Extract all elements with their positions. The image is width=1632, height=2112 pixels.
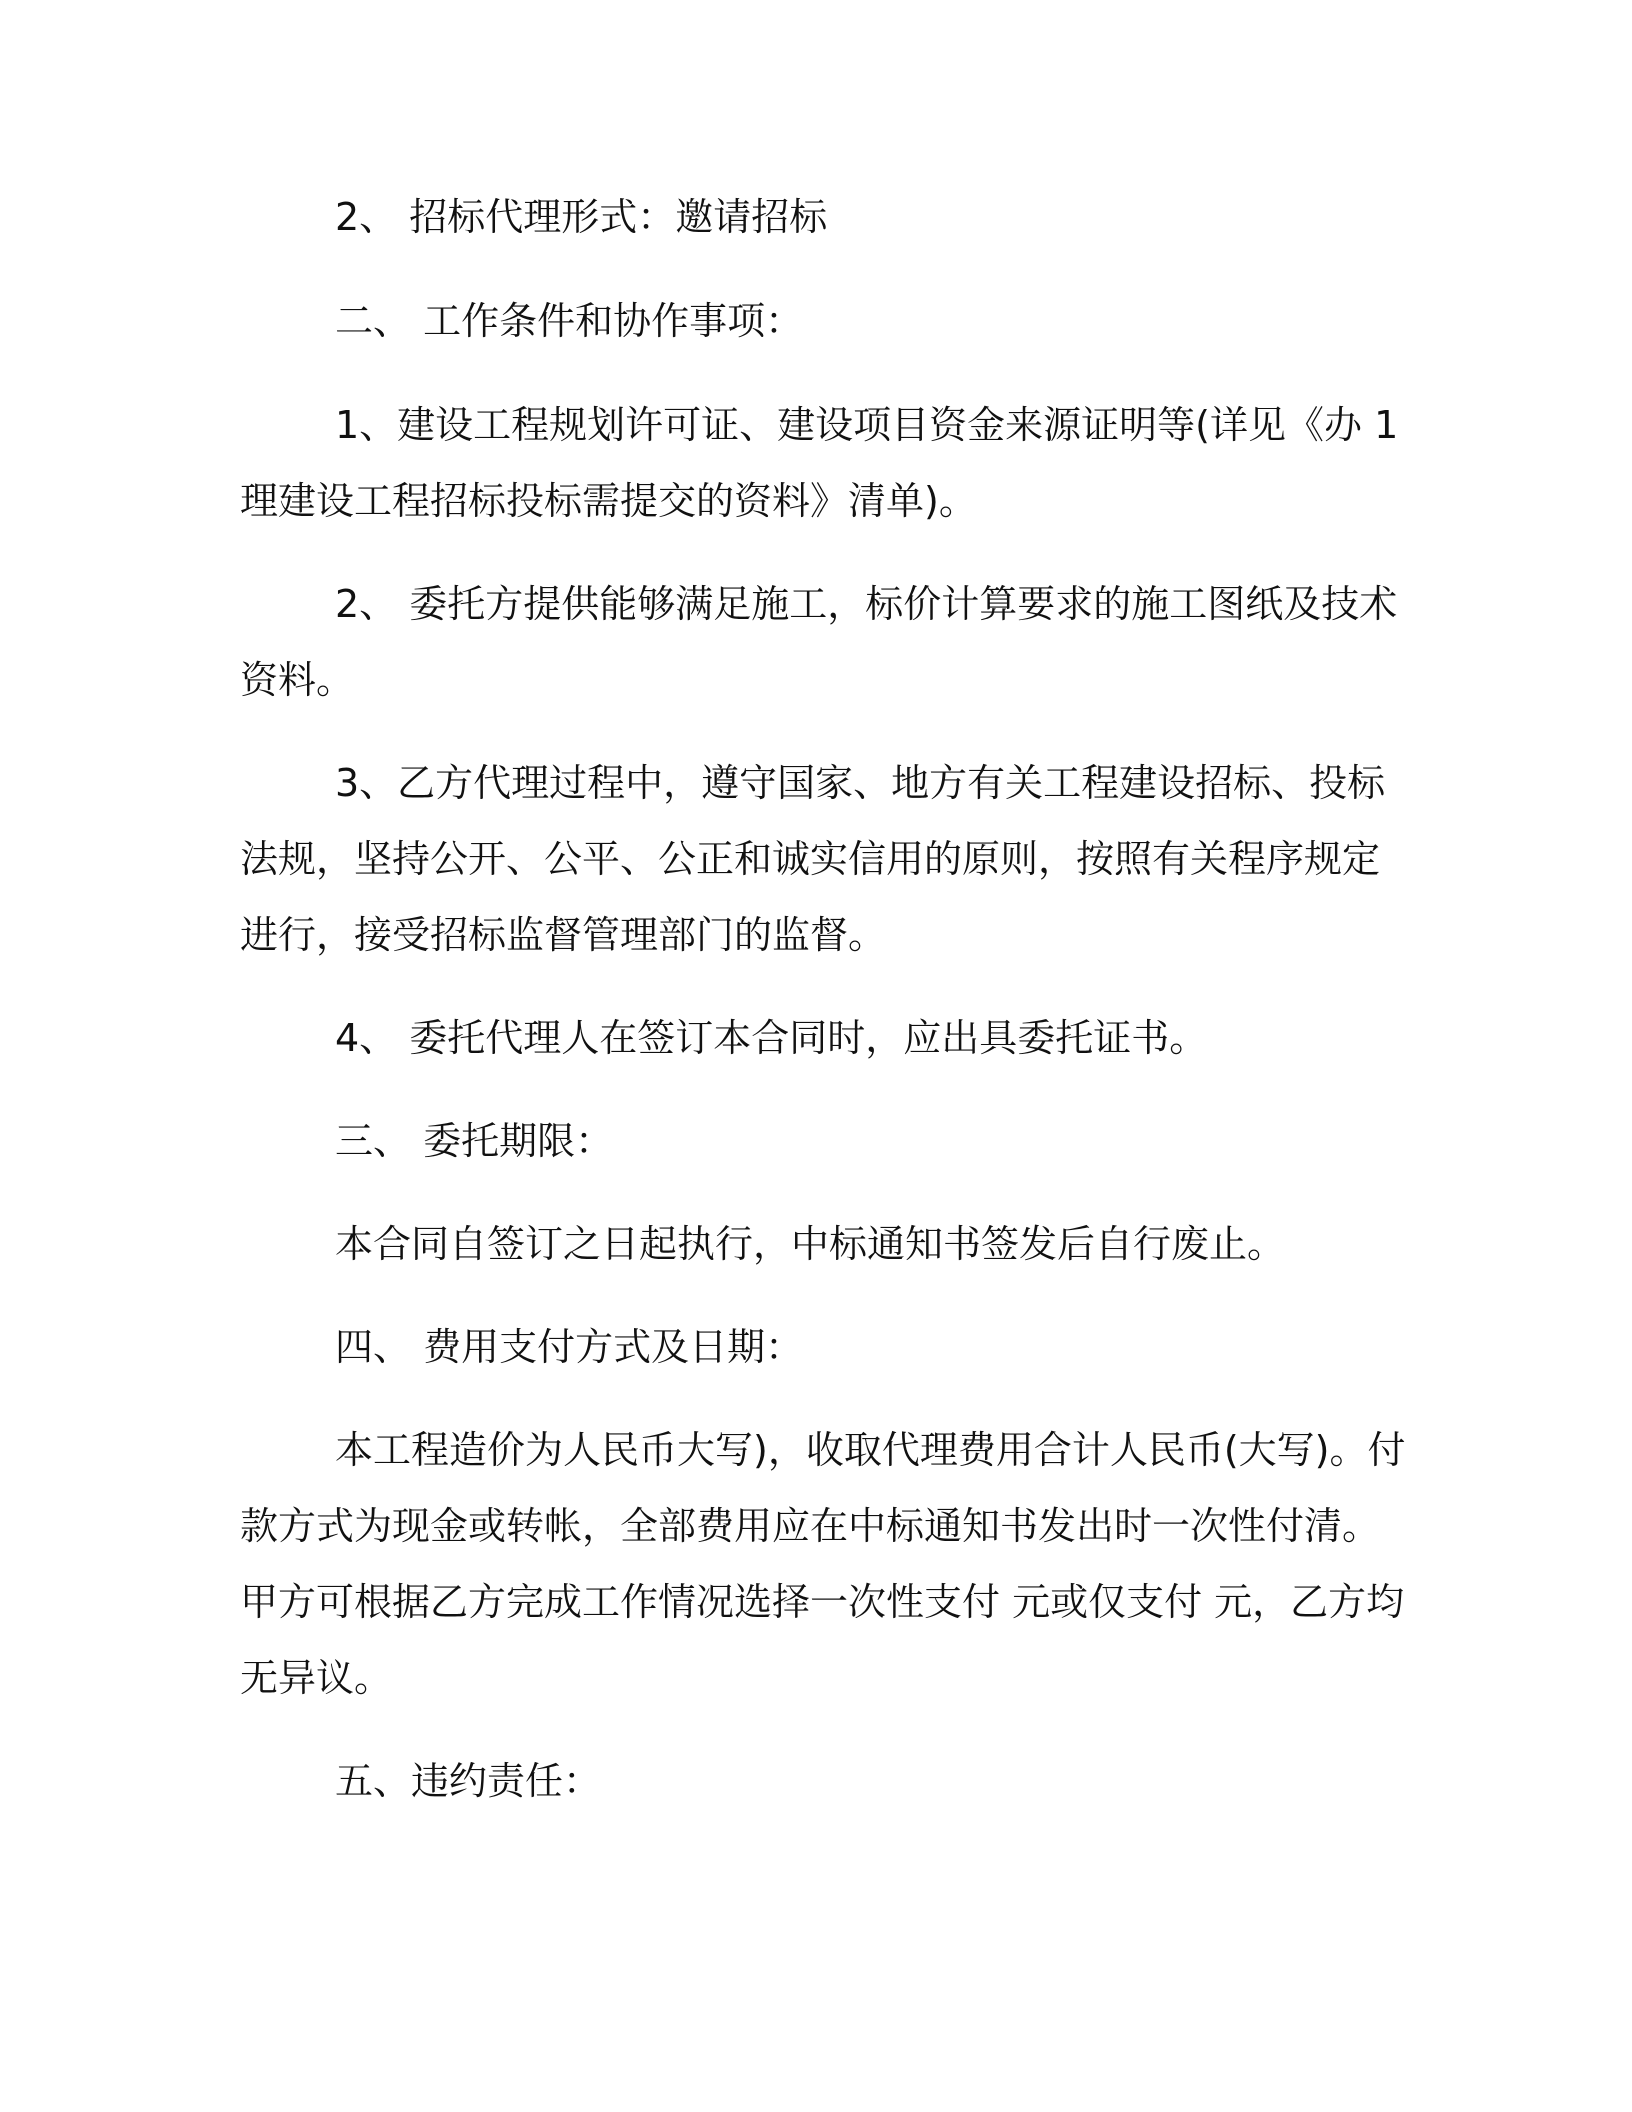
- paragraph-line: 本合同自签订之日起执行，中标通知书签发后自行废止。: [335, 1222, 1286, 1266]
- paragraph-line: 理建设工程招标投标需提交的资料》清单)。: [240, 479, 977, 523]
- paragraph-line: 甲方可根据乙方完成工作情况选择一次性支付 元或仅支付 元，乙方均: [240, 1580, 1405, 1624]
- paragraph-line: 款方式为现金或转帐，全部费用应在中标通知书发出时一次性付清。: [240, 1504, 1381, 1548]
- paragraph-line: 1、建设工程规划许可证、建设项目资金来源证明等(详见《办 1: [335, 403, 1399, 447]
- paragraph-line: 法规，坚持公开、公平、公正和诚实信用的原则，按照有关程序规定: [240, 837, 1381, 881]
- section-heading: 二、 工作条件和协作事项：: [335, 299, 804, 343]
- section-heading: 五、违约责任：: [335, 1759, 602, 1803]
- paragraph-line: 本工程造价为人民币大写)，收取代理费用合计人民币(大写)。付: [335, 1428, 1406, 1472]
- section-heading: 四、 费用支付方式及日期：: [335, 1325, 804, 1369]
- paragraph-line: 2、 招标代理形式：邀请招标: [335, 195, 828, 239]
- paragraph-line: 进行，接受招标监督管理部门的监督。: [240, 913, 887, 957]
- paragraph-line: 2、 委托方提供能够满足施工，标价计算要求的施工图纸及技术: [335, 582, 1398, 626]
- paragraph-line: 无异议。: [240, 1656, 393, 1700]
- section-heading: 三、 委托期限：: [335, 1119, 614, 1163]
- paragraph-line: 3、乙方代理过程中，遵守国家、地方有关工程建设招标、投标: [335, 761, 1386, 805]
- paragraph-line: 4、 委托代理人在签订本合同时，应出具委托证书。: [335, 1016, 1208, 1060]
- paragraph-line: 资料。: [240, 658, 355, 702]
